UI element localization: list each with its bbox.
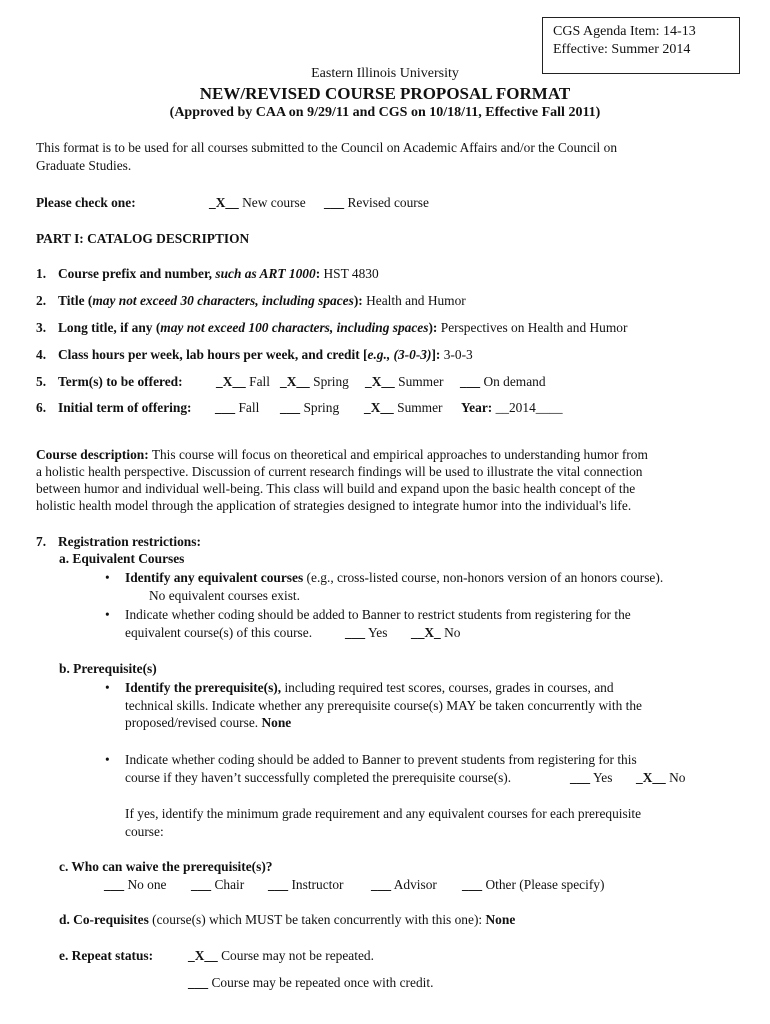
check-new-course[interactable] [209,194,306,211]
waive-heading [59,858,273,875]
term-summer-option[interactable] [365,373,444,390]
item-number: 7. [36,534,47,549]
prereq-no-option[interactable] [636,769,686,786]
option-label: Course may not be repeated. [221,948,374,963]
prereq-identify-note: including required test scores, courses, grades in courses, and [284,680,614,695]
approval-note: (Approved by CAA on 9/29/11 and CGS on 10/18/11, Effective Fall 2011) [169,105,601,120]
repeat-once-option[interactable] [188,974,433,991]
new-course-mark: _X__ [209,195,239,210]
prereq-identify-label: Identify the prerequisite(s), [125,680,282,695]
course-prefix-value[interactable]: HST 4830 [323,266,379,281]
sub-item-label: Who can waive the prerequisite(s)? [71,859,273,874]
item-terms-offered [36,373,183,390]
option-label: Fall [249,374,270,389]
new-course-label: New course [242,195,306,210]
item-number: 2. [36,293,47,308]
prereq-coding-line-1: Indicate whether coding should be added to Banner to prevent students from registering for this [125,752,637,767]
registration-heading [36,533,201,550]
waive-advisor-option[interactable] [371,876,437,893]
option-mark: ___ [188,975,209,990]
item-long-title [36,319,627,336]
option-mark: _X__ [216,374,246,389]
equivalent-identify-line [125,569,663,586]
part1-heading: PART I: CATALOG DESCRIPTION [36,231,250,246]
item-label-note: may not exceed 30 characters, including spaces [92,293,354,308]
check-revised-course[interactable] [324,194,429,211]
class-hours-value[interactable]: 3-0-3 [443,347,473,362]
corequisites-answer[interactable]: None [485,912,516,927]
course-description-line-3: between humor and individual well-being. This class will build and expand upon the basic health concept of the [36,481,636,496]
option-mark: _X__ [636,770,666,785]
year-label: Year: [461,400,493,415]
initial-summer-option[interactable] [364,399,443,416]
equivalent-coding-line-1: Indicate whether coding should be added to Banner to restrict students from registering for the [125,607,631,622]
option-label: On demand [483,374,546,389]
repeat-status-heading [59,947,153,964]
option-mark: _X__ [364,400,394,415]
option-label: No one [127,877,167,892]
item-label-example: e.g., (3-0-3) [367,347,432,362]
corequisites-line [59,911,515,928]
waive-other-option[interactable] [462,876,604,893]
equivalent-courses-heading [59,550,184,567]
option-label: No [444,625,461,640]
item-label-note: may not exceed 100 characters, including spaces [160,320,429,335]
option-label: Spring [313,374,349,389]
equivalent-coding-line-2: equivalent course(s) of this course. [125,625,313,640]
item-title [36,292,466,309]
bullet-dot: • [105,570,110,585]
item-label-end: : [315,266,321,281]
item-label: Title ( [58,293,93,308]
equivalent-yes-option[interactable] [345,624,387,641]
option-label: Instructor [291,877,344,892]
registration-label: Registration restrictions: [58,534,201,549]
item-label-example: such as ART 1000 [215,266,316,281]
item-label: Class hours per week, lab hours per week, and credit [ [58,347,368,362]
option-label: Chair [214,877,245,892]
item-label: Initial term of offering: [58,400,192,415]
option-label: Summer [398,374,444,389]
course-description-text: This course will focus on theoretical and empirical approaches to understanding humor from [151,447,648,462]
sub-item-letter: b. [59,661,70,676]
sub-item-letter: a. [59,551,70,566]
option-label: Advisor [393,877,437,892]
term-spring-option[interactable] [280,373,349,390]
option-mark: ___ [371,877,392,892]
item-number: 1. [36,266,47,281]
page-title: NEW/REVISED COURSE PROPOSAL FORMAT [199,84,571,103]
prereq-coding-line-2: course if they haven’t successfully completed the prerequisite course(s). [125,770,512,785]
item-label-end: ): [353,293,363,308]
prereq-if-yes-line-1: If yes, identify the minimum grade requirement and any equivalent courses for each prerequisite [125,806,642,821]
option-label: Spring [303,400,340,415]
course-description-line-1 [36,446,648,463]
option-mark: ___ [462,877,483,892]
check-one-label: Please check one: [36,195,136,210]
item-label: Course prefix and number, [58,266,216,281]
prereq-identify-text: proposed/revised course. [125,715,259,730]
initial-year [461,399,563,416]
option-mark: ___ [268,877,289,892]
course-description-line-4: holistic health model through the application of strategies designed to integrate humor into the individual's life. [36,498,632,513]
waive-no-one-option[interactable] [104,876,167,893]
prereq-identify-line-2: technical skills. Indicate whether any prerequisite course(s) MAY be taken concurrently with the [125,698,642,713]
course-title-value[interactable]: Health and Humor [366,293,466,308]
repeat-not-option[interactable] [188,947,374,964]
long-title-value[interactable]: Perspectives on Health and Humor [440,320,628,335]
bullet-dot: • [105,680,110,695]
course-description-label: Course description: [36,447,149,462]
option-mark: ___ [215,400,236,415]
option-label: Yes [592,770,613,785]
option-label: Summer [397,400,443,415]
option-label: Course may be repeated once with credit. [211,975,434,990]
initial-fall-option[interactable] [215,399,259,416]
item-initial-term [36,399,192,416]
agenda-effective-date: Effective: Summer 2014 [553,42,691,57]
equivalent-identify-note: (e.g., cross-listed course, non-honors version of an honors course). [306,570,664,585]
item-number: 3. [36,320,47,335]
year-value[interactable]: __2014____ [495,400,563,415]
item-label: Long title, if any ( [58,320,161,335]
intro-line-2: Graduate Studies. [36,158,132,173]
term-on-demand-option[interactable] [460,373,546,390]
option-mark: _X__ [365,374,395,389]
prereq-if-yes-line-2: course: [125,824,164,839]
option-mark: _X__ [280,374,310,389]
item-number: 4. [36,347,47,362]
option-mark: ___ [460,374,481,389]
option-label: No [669,770,686,785]
prerequisites-heading [59,660,157,677]
option-mark: __X_ [411,625,441,640]
equivalent-answer[interactable]: No equivalent courses exist. [149,588,300,603]
bullet-dot: • [105,607,110,622]
bullet-dot: • [105,752,110,767]
option-label: Yes [367,625,388,640]
item-number: 5. [36,374,47,389]
option-mark: ___ [191,877,212,892]
item-class-hours [36,346,473,363]
option-mark: ___ [104,877,125,892]
corequisites-note: (course(s) which MUST be taken concurrently with this one): [152,912,483,927]
prereq-identify-line-1 [125,679,614,696]
sub-item-letter: d. [59,912,70,927]
option-label: Other (Please specify) [485,877,605,892]
sub-item-letter: e. [59,948,69,963]
term-fall-option[interactable] [216,373,270,390]
intro-line-1: This format is to be used for all courses submitted to the Council on Academic Affairs and/or the Council on [36,140,618,155]
prereq-identify-line-3 [125,714,291,731]
sub-item-label: Co-requisites [73,912,149,927]
university-name: Eastern Illinois University [311,66,459,81]
prereq-yes-option[interactable] [570,769,612,786]
item-label-end: ): [428,320,438,335]
course-description-line-2: a holistic health perspective. Discussion of current research findings will be used to illustrate the vital connection [36,464,643,479]
option-mark: _X__ [188,948,218,963]
revised-course-label: Revised course [347,195,429,210]
waive-chair-option[interactable] [191,876,244,893]
option-mark: ___ [570,770,591,785]
revised-course-mark: ___ [324,195,345,210]
item-course-prefix [36,265,379,282]
sub-item-label: Prerequisite(s) [73,661,157,676]
sub-item-letter: c. [59,859,69,874]
initial-spring-option[interactable] [280,399,339,416]
sub-item-label: Equivalent Courses [72,551,185,566]
sub-item-label: Repeat status: [71,948,154,963]
option-label: Fall [238,400,260,415]
equivalent-identify-label: Identify any equivalent courses [125,570,304,585]
item-label-end: ]: [431,347,441,362]
option-mark: ___ [345,625,366,640]
equivalent-no-option[interactable] [411,624,461,641]
agenda-item-number: CGS Agenda Item: 14-13 [553,24,696,39]
waive-instructor-option[interactable] [268,876,344,893]
item-number: 6. [36,400,47,415]
item-label: Term(s) to be offered: [58,374,183,389]
prereq-answer[interactable]: None [261,715,292,730]
option-mark: ___ [280,400,301,415]
